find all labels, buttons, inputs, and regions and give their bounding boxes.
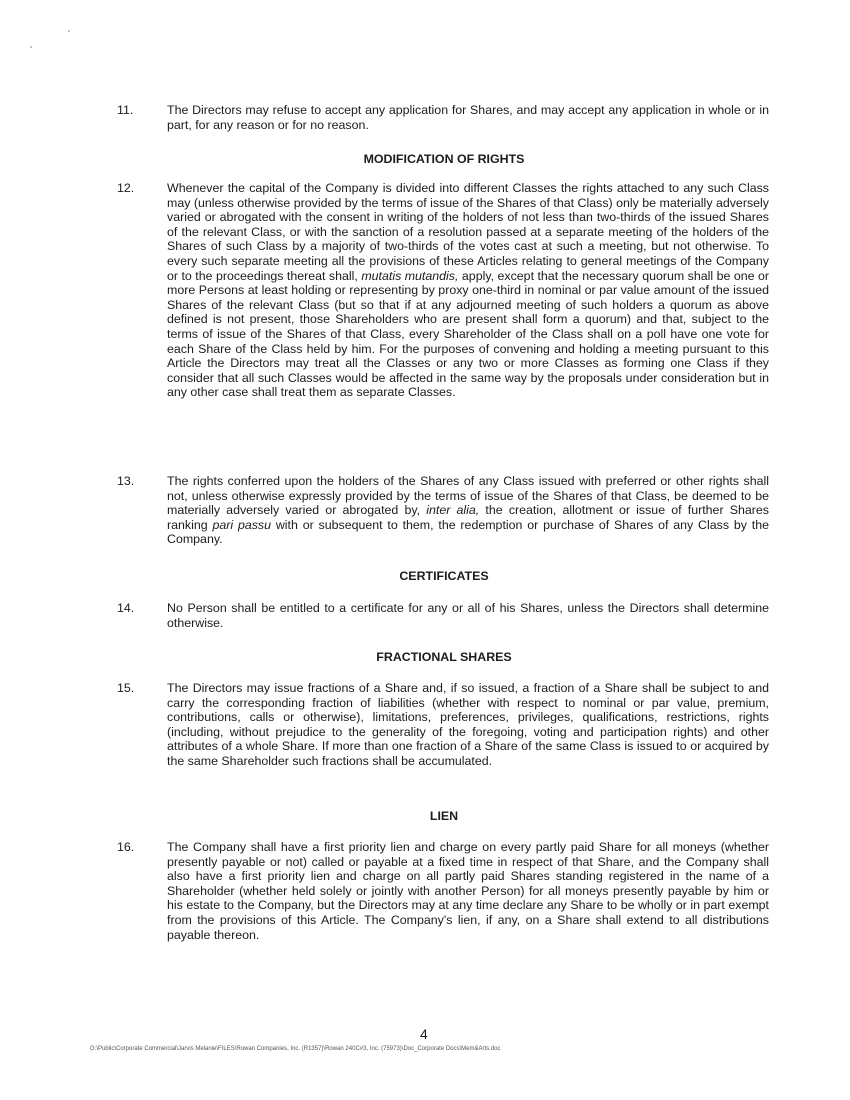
section-heading-certificates: CERTIFICATES xyxy=(399,569,489,583)
footer-file-path: G:\Public\Corporate Commercial\Jarvis Melanie\FILES\Rowan Companies, Inc. (R1357)\Rowan 240C#3, Inc. (75973)\Doc_Corporate Docs\Mem&Arts.doc xyxy=(90,1046,501,1052)
section-heading-fractional-shares: FRACTIONAL SHARES xyxy=(376,650,512,664)
article-number: 15. xyxy=(117,681,135,695)
article-text: No Person shall be entitled to a certificate for any or all of his Shares, unless the Directors shall determine otherwise. xyxy=(167,601,769,630)
scan-speck xyxy=(30,46,32,48)
page-number: 4 xyxy=(420,1026,428,1042)
article-number: 16. xyxy=(117,840,135,854)
article-number: 11. xyxy=(117,103,134,117)
article-text: The Directors may refuse to accept any application for Shares, and may accept any application in whole or in part, for any reason or for no reason. xyxy=(167,103,769,132)
article-text: Whenever the capital of the Company is divided into different Classes the rights attached to any such Class may (unless otherwise provided by the terms of issue of the Shares of that Class) only be materially adversely varied or abrogated with the consent in writing of the holders of not less than two-thirds of the issued Shares of the relevant Class, or with the sanction of a resolution passed at a separate meeting of the holders of the Shares of such Class by a majority of two-thirds of the votes cast at such a meeting, but not otherwise. To every such separate meeting all the provisions of these Articles relating to general meetings of the Company or to the proceedings thereat shall, mutatis mutandis, apply, except that the necessary quorum shall be one or more Persons at least holding or representing by proxy one-third in nominal or par value amount of the issued Shares of the relevant Class (but so that if at any adjourned meeting of such holders a quorum as above defined is not present, those Shareholders who are present shall form a quorum) and that, subject to the terms of issue of the Shares of that Class, every Shareholder of the Class shall on a poll have one vote for each Share of the Class held by him. For the purposes of convening and holding a meeting pursuant to this Article the Directors may treat all the Classes or any two or more Classes as forming one Class if they consider that all such Classes would be affected in the same way by the proposals under consideration but in any other case shall treat them as separate Classes. xyxy=(167,181,769,400)
article-number: 14. xyxy=(117,601,135,615)
scan-speck xyxy=(68,30,70,32)
article-text: The Company shall have a first priority lien and charge on every partly paid Share for all moneys (whether presently payable or not) called or payable at a fixed time in respect of that Share, and the Company shall also have a first priority lien and charge on all partly paid Shares standing registered in the name of a Shareholder (whether held solely or jointly with another Person) for all moneys presently payable by him or his estate to the Company, but the Directors may at any time declare any Share to be wholly or in part exempt from the provisions of this Article. The Company's lien, if any, on a Share shall extend to all distributions payable thereon. xyxy=(167,840,769,942)
section-heading-lien: LIEN xyxy=(429,809,459,823)
article-number: 12. xyxy=(117,181,135,195)
article-number: 13. xyxy=(117,474,135,488)
section-heading-modification-of-rights: MODIFICATION OF RIGHTS xyxy=(363,152,525,166)
article-text: The rights conferred upon the holders of the Shares of any Class issued with preferred or other rights shall not, unless otherwise expressly provided by the terms of issue of the Shares of that Class, be deemed to be materially adversely varied or abrogated by, inter alia, the creation, allotment or issue of further Shares ranking pari passu with or subsequent to them, the redemption or purchase of Shares of any Class by the Company. xyxy=(167,474,769,547)
article-text: The Directors may issue fractions of a Share and, if so issued, a fraction of a Share shall be subject to and carry the corresponding fraction of liabilities (whether with respect to nominal or par value, premium, contributions, calls or otherwise), limitations, preferences, privileges, qualifications, restrictions, rights (including, without prejudice to the generality of the foregoing, voting and participation rights) and other attributes of a whole Share. If more than one fraction of a Share of the same Class is issued to or acquired by the same Shareholder such fractions shall be accumulated. xyxy=(167,681,769,768)
